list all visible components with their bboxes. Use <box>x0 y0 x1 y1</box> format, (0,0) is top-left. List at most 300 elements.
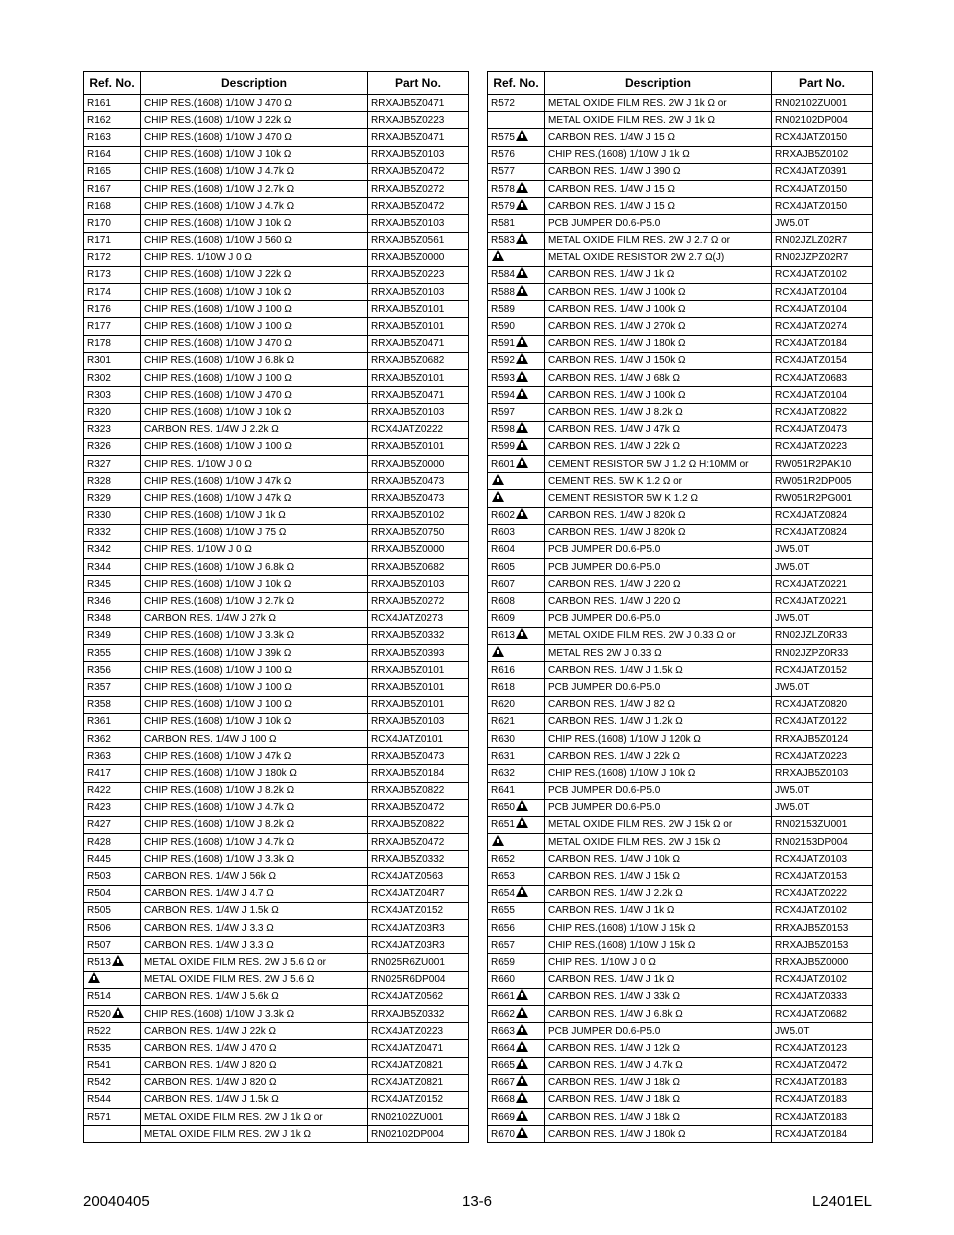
part-no-cell: RN025R6ZU001 <box>368 954 469 971</box>
part-no-cell: RCX4JATZ0104 <box>772 387 873 404</box>
ref-no: R618 <box>491 681 515 693</box>
ref-no: R663 <box>491 1025 515 1037</box>
description-cell: METAL OXIDE FILM RES. 2W J 5.6 Ω <box>141 971 368 988</box>
table-row <box>84 1109 469 1126</box>
ref-no: R590 <box>491 321 515 333</box>
ref-no-cell <box>84 266 141 283</box>
description-cell: CARBON RES. 1/4W J 2.2k Ω <box>141 421 368 438</box>
description-cell: CARBON RES. 1/4W J 15 Ω <box>545 180 772 197</box>
description-cell: CARBON RES. 1/4W J 22k Ω <box>141 1023 368 1040</box>
ref-no-cell <box>84 215 141 232</box>
table-row <box>488 816 873 833</box>
ref-no: R328 <box>87 475 111 487</box>
part-no-cell: RCX4JATZ0824 <box>772 524 873 541</box>
ref-no-cell <box>84 1074 141 1091</box>
table-row <box>84 215 469 232</box>
ref-no-cell <box>84 713 141 730</box>
ref-no: R578 <box>491 183 515 195</box>
safety-warning-icon <box>516 1075 528 1086</box>
ref-no-cell <box>488 387 545 404</box>
ref-no-cell <box>84 541 141 558</box>
ref-no: R445 <box>87 853 111 865</box>
part-no-cell: RCX4JATZ0123 <box>772 1040 873 1057</box>
table-row <box>84 232 469 249</box>
table-row <box>84 610 469 627</box>
description-cell: CARBON RES. 1/4W J 22k Ω <box>545 748 772 765</box>
table-row <box>84 421 469 438</box>
description-cell: CARBON RES. 1/4W J 18k Ω <box>545 1109 772 1126</box>
ref-no-cell <box>488 593 545 610</box>
ref-no-cell <box>488 455 545 472</box>
part-no-cell: RCX4JATZ0222 <box>772 885 873 902</box>
ref-no-cell <box>488 146 545 163</box>
safety-warning-icon <box>492 474 504 485</box>
part-no-cell: RRXAJB5Z0103 <box>772 765 873 782</box>
description-cell: CEMENT RES. 5W K 1.2 Ω or <box>545 473 772 490</box>
description-cell: CARBON RES. 1/4W J 1.5k Ω <box>141 902 368 919</box>
header-part-no: Part No. <box>368 72 469 95</box>
ref-no-cell <box>84 455 141 472</box>
ref-no: R162 <box>87 114 111 126</box>
part-no-cell: RRXAJB5Z0101 <box>368 318 469 335</box>
part-no-cell: RCX4JATZ0104 <box>772 284 873 301</box>
ref-no: R356 <box>87 664 111 676</box>
description-cell: CHIP RES.(1608) 1/10W J 15k Ω <box>545 937 772 954</box>
ref-no-cell <box>84 1091 141 1108</box>
table-row <box>84 868 469 885</box>
table-row <box>488 627 873 644</box>
description-cell: CARBON RES. 1/4W J 820 Ω <box>141 1057 368 1074</box>
description-cell: CARBON RES. 1/4W J 470 Ω <box>141 1040 368 1057</box>
table-row <box>488 593 873 610</box>
part-no-cell: RRXAJB5Z0101 <box>368 696 469 713</box>
ref-no: R168 <box>87 200 111 212</box>
ref-no: R609 <box>491 613 515 625</box>
safety-warning-icon <box>516 1041 528 1052</box>
part-no-cell: RCX4JATZ0222 <box>368 421 469 438</box>
table-row <box>488 198 873 215</box>
part-no-cell: RCX4JATZ0154 <box>772 352 873 369</box>
ref-no-cell <box>488 765 545 782</box>
table-row <box>84 266 469 283</box>
table-row <box>488 1057 873 1074</box>
description-cell: CARBON RES. 1/4W J 1k Ω <box>545 902 772 919</box>
table-row <box>84 662 469 679</box>
part-no-cell: RRXAJB5Z0101 <box>368 679 469 696</box>
description-cell: CHIP RES.(1608) 1/10W J 100 Ω <box>141 370 368 387</box>
table-row <box>84 851 469 868</box>
table-row <box>84 455 469 472</box>
part-no-cell: RRXAJB5Z0822 <box>368 816 469 833</box>
description-cell: CARBON RES. 1/4W J 2.2k Ω <box>545 885 772 902</box>
ref-no: R535 <box>87 1042 111 1054</box>
part-no-cell: RRXAJB5Z0471 <box>368 129 469 146</box>
table-row <box>488 490 873 507</box>
table-row <box>488 1005 873 1022</box>
part-no-cell: RCX4JATZ0150 <box>772 198 873 215</box>
part-no-cell: RCX4JATZ0223 <box>368 1023 469 1040</box>
description-cell: CARBON RES. 1/4W J 6.8k Ω <box>545 1005 772 1022</box>
ref-no: R616 <box>491 664 515 676</box>
part-no-cell: RCX4JATZ0472 <box>772 1057 873 1074</box>
ref-no: R320 <box>87 406 111 418</box>
safety-warning-icon <box>492 250 504 261</box>
description-cell: CARBON RES. 1/4W J 18k Ω <box>545 1074 772 1091</box>
ref-no-cell <box>84 1005 141 1022</box>
part-no-cell: RRXAJB5Z0472 <box>368 163 469 180</box>
description-cell: CARBON RES. 1/4W J 3.3 Ω <box>141 937 368 954</box>
ref-no-cell <box>488 662 545 679</box>
ref-no-cell <box>488 730 545 747</box>
ref-no-cell <box>84 868 141 885</box>
description-cell: CARBON RES. 1/4W J 5.6k Ω <box>141 988 368 1005</box>
description-cell: PCB JUMPER D0.6-P5.0 <box>545 1023 772 1040</box>
description-cell: CHIP RES.(1608) 1/10W J 120k Ω <box>545 730 772 747</box>
part-no-cell: RCX4JATZ0682 <box>772 1005 873 1022</box>
table-row <box>84 920 469 937</box>
table-row <box>488 1126 873 1143</box>
ref-no: R599 <box>491 441 515 453</box>
table-row <box>488 645 873 662</box>
description-cell: CARBON RES. 1/4W J 15 Ω <box>545 129 772 146</box>
parts-table-left-body <box>84 95 469 1143</box>
description-cell: PCB JUMPER D0.6-P5.0 <box>545 541 772 558</box>
part-no-cell: RCX4JATZ03R3 <box>368 920 469 937</box>
ref-no: R170 <box>87 217 111 229</box>
ref-no-cell <box>488 232 545 249</box>
part-no-cell: RCX4JATZ0102 <box>772 902 873 919</box>
description-cell: CHIP RES.(1608) 1/10W J 8.2k Ω <box>141 816 368 833</box>
description-cell: CARBON RES. 1/4W J 820k Ω <box>545 507 772 524</box>
description-cell: METAL OXIDE FILM RES. 2W J 0.33 Ω or <box>545 627 772 644</box>
part-no-cell: RCX4JATZ0221 <box>772 576 873 593</box>
ref-no: R653 <box>491 871 515 883</box>
table-row <box>84 713 469 730</box>
table-row <box>84 971 469 988</box>
ref-no-cell <box>84 851 141 868</box>
ref-no: R514 <box>87 991 111 1003</box>
ref-no: R173 <box>87 269 111 281</box>
part-no-cell: RN02JZPZ02R7 <box>772 249 873 266</box>
ref-no-cell <box>488 473 545 490</box>
description-cell: CARBON RES. 1/4W J 150k Ω <box>545 352 772 369</box>
part-no-cell: RCX4JATZ0122 <box>772 713 873 730</box>
part-no-cell: RRXAJB5Z0223 <box>368 112 469 129</box>
ref-no: R667 <box>491 1077 515 1089</box>
parts-table-left <box>83 71 469 1143</box>
part-no-cell: RW051R2PG001 <box>772 490 873 507</box>
table-row <box>488 421 873 438</box>
part-no-cell: RCX4JATZ0150 <box>772 129 873 146</box>
table-row <box>84 146 469 163</box>
table-row <box>488 988 873 1005</box>
part-no-cell: RRXAJB5Z0332 <box>368 1005 469 1022</box>
description-cell: CHIP RES.(1608) 1/10W J 47k Ω <box>141 490 368 507</box>
part-no-cell: RRXAJB5Z0272 <box>368 593 469 610</box>
table-row <box>488 713 873 730</box>
ref-no-cell <box>84 576 141 593</box>
description-cell: PCB JUMPER D0.6-P5.0 <box>545 679 772 696</box>
ref-no-cell <box>84 782 141 799</box>
part-no-cell: RRXAJB5Z0103 <box>368 576 469 593</box>
ref-no-cell <box>488 507 545 524</box>
description-cell: CHIP RES.(1608) 1/10W J 3.3k Ω <box>141 627 368 644</box>
ref-no: R177 <box>87 321 111 333</box>
part-no-cell: RN02102DP004 <box>368 1126 469 1143</box>
table-row <box>84 318 469 335</box>
ref-no: R668 <box>491 1094 515 1106</box>
part-no-cell: RCX4JATZ0820 <box>772 696 873 713</box>
ref-no-cell <box>84 146 141 163</box>
part-no-cell: JW5.0T <box>772 799 873 816</box>
table-row <box>84 1057 469 1074</box>
description-cell: CHIP RES.(1608) 1/10W J 10k Ω <box>141 404 368 421</box>
description-cell: CHIP RES.(1608) 1/10W J 1k Ω <box>141 507 368 524</box>
ref-no-cell <box>488 610 545 627</box>
table-row <box>488 370 873 387</box>
part-no-cell: RN02JZLZ0R33 <box>772 627 873 644</box>
ref-no: R506 <box>87 922 111 934</box>
ref-no-cell <box>84 249 141 266</box>
table-row <box>488 696 873 713</box>
description-cell: PCB JUMPER D0.6-P5.0 <box>545 799 772 816</box>
table-row <box>84 559 469 576</box>
ref-no: R652 <box>491 853 515 865</box>
ref-no-cell <box>84 1126 141 1143</box>
ref-no: R178 <box>87 338 111 350</box>
part-no-cell: RN02153ZU001 <box>772 816 873 833</box>
part-no-cell: RCX4JATZ0150 <box>772 180 873 197</box>
part-no-cell: RN02JZLZ02R7 <box>772 232 873 249</box>
ref-no-cell <box>84 593 141 610</box>
ref-no: R576 <box>491 149 515 161</box>
table-row <box>84 387 469 404</box>
description-cell: METAL RES 2W J 0.33 Ω <box>545 645 772 662</box>
safety-warning-icon <box>516 989 528 1000</box>
ref-no: R588 <box>491 286 515 298</box>
ref-no-cell <box>488 576 545 593</box>
ref-no: R355 <box>87 647 111 659</box>
ref-no: R656 <box>491 922 515 934</box>
ref-no: R358 <box>87 699 111 711</box>
ref-no: R361 <box>87 716 111 728</box>
part-no-cell: RRXAJB5Z0393 <box>368 645 469 662</box>
part-no-cell: RRXAJB5Z0000 <box>772 954 873 971</box>
description-cell: CHIP RES.(1608) 1/10W J 100 Ω <box>141 301 368 318</box>
table-row <box>488 662 873 679</box>
ref-no-cell <box>488 284 545 301</box>
part-no-cell: RCX4JATZ0221 <box>772 593 873 610</box>
ref-no-cell <box>84 387 141 404</box>
description-cell: CARBON RES. 1/4W J 68k Ω <box>545 370 772 387</box>
table-row <box>84 679 469 696</box>
description-cell: CARBON RES. 1/4W J 33k Ω <box>545 988 772 1005</box>
safety-warning-icon <box>492 491 504 502</box>
part-no-cell: RRXAJB5Z0472 <box>368 834 469 851</box>
ref-no: R571 <box>87 1111 111 1123</box>
ref-no-cell <box>488 266 545 283</box>
table-row <box>84 576 469 593</box>
description-cell: CHIP RES.(1608) 1/10W J 6.8k Ω <box>141 559 368 576</box>
part-no-cell: RCX4JATZ0333 <box>772 988 873 1005</box>
part-no-cell: RRXAJB5Z0101 <box>368 662 469 679</box>
ref-no-cell <box>84 679 141 696</box>
safety-warning-icon <box>516 267 528 278</box>
ref-no-cell <box>84 902 141 919</box>
part-no-cell: JW5.0T <box>772 782 873 799</box>
header-description: Description <box>545 72 772 95</box>
table-row <box>84 112 469 129</box>
part-no-cell: RCX4JATZ0821 <box>368 1074 469 1091</box>
part-no-cell: JW5.0T <box>772 559 873 576</box>
ref-no: R326 <box>87 441 111 453</box>
table-row <box>84 438 469 455</box>
table-row <box>84 490 469 507</box>
description-cell: CARBON RES. 1/4W J 100k Ω <box>545 301 772 318</box>
part-no-cell: JW5.0T <box>772 679 873 696</box>
table-row <box>84 937 469 954</box>
ref-no-cell <box>84 988 141 1005</box>
ref-no-cell <box>84 937 141 954</box>
table-row <box>488 679 873 696</box>
ref-no-cell <box>488 971 545 988</box>
ref-no-cell <box>84 730 141 747</box>
part-no-cell: RRXAJB5Z0153 <box>772 937 873 954</box>
table-row <box>488 163 873 180</box>
part-no-cell: RN02102DP004 <box>772 112 873 129</box>
description-cell: CHIP RES. 1/10W J 0 Ω <box>141 455 368 472</box>
ref-no-cell <box>84 129 141 146</box>
ref-no-cell <box>84 95 141 112</box>
part-no-cell: RCX4JATZ0821 <box>368 1057 469 1074</box>
ref-no-cell <box>84 198 141 215</box>
ref-no-cell <box>488 352 545 369</box>
table-row <box>488 799 873 816</box>
ref-no-cell <box>488 1040 545 1057</box>
part-no-cell: RRXAJB5Z0750 <box>368 524 469 541</box>
ref-no: R662 <box>491 1008 515 1020</box>
part-no-cell: RCX4JATZ0152 <box>368 1091 469 1108</box>
ref-no-cell <box>84 954 141 971</box>
footer-page-number: 13-6 <box>461 1193 493 1210</box>
table-row <box>488 765 873 782</box>
part-no-cell: JW5.0T <box>772 215 873 232</box>
description-cell: METAL OXIDE FILM RES. 2W J 1k Ω or <box>545 95 772 112</box>
ref-no-cell <box>84 1057 141 1074</box>
ref-no: R423 <box>87 802 111 814</box>
part-no-cell: RRXAJB5Z0184 <box>368 765 469 782</box>
table-row <box>488 352 873 369</box>
ref-no-cell <box>84 1023 141 1040</box>
ref-no-cell <box>488 421 545 438</box>
part-no-cell: RCX4JATZ0274 <box>772 318 873 335</box>
part-no-cell: RRXAJB5Z0332 <box>368 851 469 868</box>
ref-no: R171 <box>87 235 111 247</box>
ref-no: R654 <box>491 888 515 900</box>
ref-no: R664 <box>491 1042 515 1054</box>
ref-no: R575 <box>491 131 515 143</box>
ref-no: R357 <box>87 681 111 693</box>
description-cell: CHIP RES.(1608) 1/10W J 560 Ω <box>141 232 368 249</box>
ref-no-cell <box>84 765 141 782</box>
description-cell: CARBON RES. 1/4W J 47k Ω <box>545 421 772 438</box>
part-no-cell: RRXAJB5Z0471 <box>368 95 469 112</box>
part-no-cell: RW051R2DP005 <box>772 473 873 490</box>
ref-no-cell <box>84 696 141 713</box>
description-cell: CARBON RES. 1/4W J 27k Ω <box>141 610 368 627</box>
ref-no: R504 <box>87 888 111 900</box>
part-no-cell: RCX4JATZ0152 <box>772 662 873 679</box>
table-row <box>488 920 873 937</box>
safety-warning-icon <box>516 1110 528 1121</box>
table-row <box>488 524 873 541</box>
ref-no-cell <box>84 610 141 627</box>
ref-no-cell <box>488 198 545 215</box>
safety-warning-icon <box>516 388 528 399</box>
ref-no: R665 <box>491 1060 515 1072</box>
ref-no: R601 <box>491 458 515 470</box>
description-cell: CARBON RES. 1/4W J 1k Ω <box>545 971 772 988</box>
ref-no: R650 <box>491 802 515 814</box>
table-row <box>488 971 873 988</box>
ref-no-cell <box>488 1109 545 1126</box>
part-no-cell: RCX4JATZ0563 <box>368 868 469 885</box>
ref-no: R417 <box>87 767 111 779</box>
description-cell: CARBON RES. 1/4W J 820 Ω <box>141 1074 368 1091</box>
part-no-cell: RCX4JATZ0223 <box>772 438 873 455</box>
table-row <box>84 834 469 851</box>
part-no-cell: RRXAJB5Z0153 <box>772 920 873 937</box>
ref-no-cell <box>488 937 545 954</box>
ref-no-cell <box>84 404 141 421</box>
part-no-cell: RCX4JATZ0822 <box>772 404 873 421</box>
table-header-row <box>84 72 469 95</box>
description-cell: CHIP RES.(1608) 1/10W J 3.3k Ω <box>141 851 368 868</box>
ref-no-cell <box>488 129 545 146</box>
table-row <box>84 627 469 644</box>
part-no-cell: RCX4JATZ0101 <box>368 730 469 747</box>
ref-no: R507 <box>87 939 111 951</box>
ref-no: R659 <box>491 956 515 968</box>
ref-no-cell <box>488 1023 545 1040</box>
ref-no-cell <box>84 352 141 369</box>
part-no-cell: RCX4JATZ0471 <box>368 1040 469 1057</box>
part-no-cell: RCX4JATZ0104 <box>772 301 873 318</box>
ref-no: R607 <box>491 578 515 590</box>
ref-no: R608 <box>491 596 515 608</box>
ref-no-cell <box>488 920 545 937</box>
part-no-cell: RRXAJB5Z0103 <box>368 146 469 163</box>
table-row <box>488 301 873 318</box>
ref-no-cell <box>84 335 141 352</box>
ref-no: R541 <box>87 1060 111 1072</box>
part-no-cell: RRXAJB5Z0473 <box>368 473 469 490</box>
description-cell: CHIP RES.(1608) 1/10W J 470 Ω <box>141 129 368 146</box>
table-row <box>84 1040 469 1057</box>
safety-warning-icon <box>516 886 528 897</box>
description-cell: CARBON RES. 1/4W J 220 Ω <box>545 576 772 593</box>
ref-no: R522 <box>87 1025 111 1037</box>
table-row <box>488 266 873 283</box>
ref-no: R542 <box>87 1077 111 1089</box>
safety-warning-icon <box>112 1007 124 1018</box>
footer-model: L2401EL <box>811 1193 872 1210</box>
description-cell: METAL OXIDE RESISTOR 2W 2.7 Ω(J) <box>545 249 772 266</box>
table-row <box>488 455 873 472</box>
ref-no: R363 <box>87 750 111 762</box>
ref-no: R602 <box>491 510 515 522</box>
table-row <box>84 593 469 610</box>
